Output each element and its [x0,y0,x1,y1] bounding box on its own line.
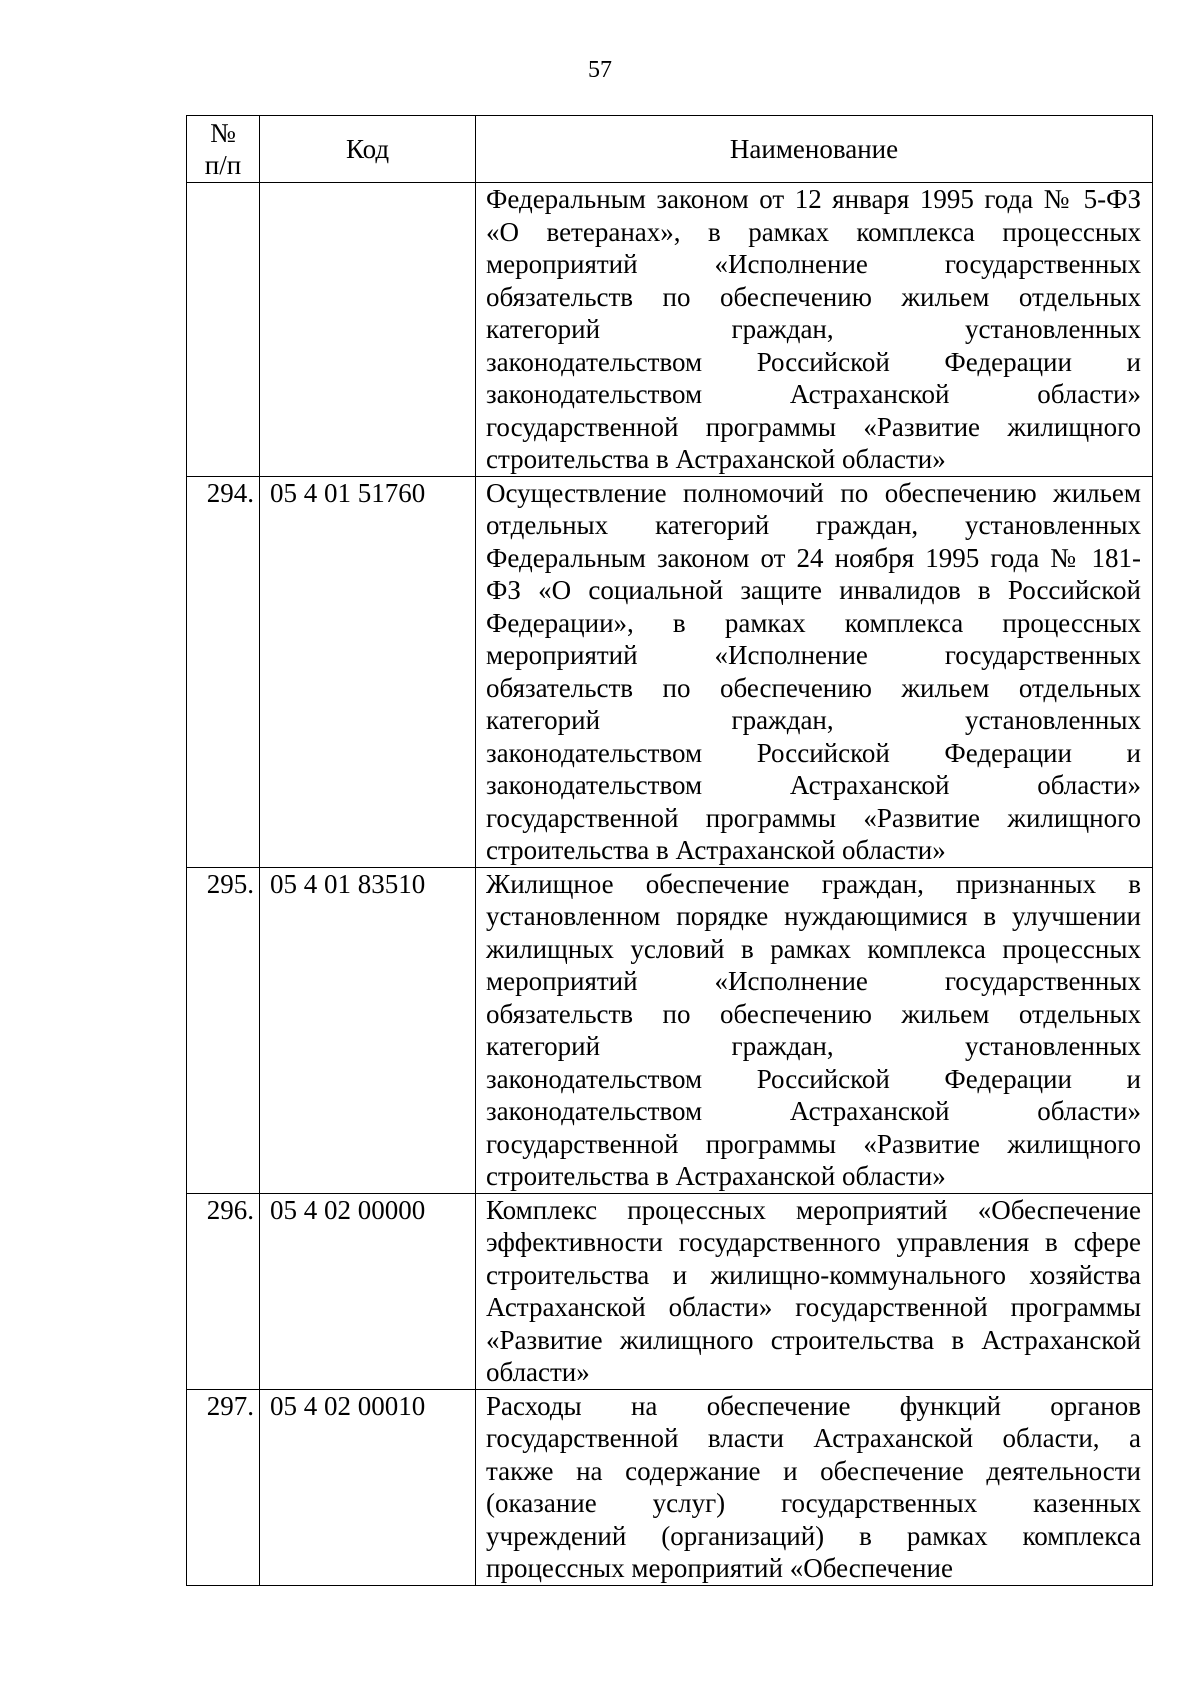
row-number: 294. [187,476,260,867]
row-name-line: ФЗ «О социальной защите инвалидов в Российской [486,575,1141,605]
row-name-line: строительства и жилищно-коммунального хозяйства [486,1259,1141,1290]
row-name [476,1193,1153,1389]
table-row [187,867,1153,1193]
row-name-line: «Развитие жилищного строительства в Астраханской [486,1324,1141,1355]
row-number [187,183,260,477]
classification-table [186,115,1153,1586]
header-number-sign: № [210,117,236,148]
row-name-line: строительства в Астраханской области» [486,835,946,865]
row-name [476,183,1153,477]
row-name-line: Федеральным законом от 24 ноября 1995 года № 181- [486,542,1141,573]
row-name-line: государственной власти Астраханской области, а [486,1423,1141,1453]
row-name-line: учреждений (организаций) в рамках комплекса [486,1520,1141,1551]
row-name-line: государственной программы «Развитие жилищного [486,411,1141,442]
row-name [476,867,1153,1193]
row-name-line: законодательством Российской Федерации и [486,1063,1141,1094]
row-code: 05 4 02 00010 [260,1389,476,1585]
row-name-line: государственной программы «Развитие жилищного [486,802,1141,833]
row-name-line: Федерации», в рамках комплекса процессных [486,607,1141,638]
row-name-line: обязательств по обеспечению жильем отдельных [486,998,1141,1029]
row-name-line: мероприятий «Исполнение государственных [486,966,1141,996]
row-name-line: эффективности государственного управления в сфере [486,1227,1141,1257]
row-name-line: категорий граждан, установленных [486,1031,1141,1061]
row-name-line: Астраханской области» государственной программы [486,1292,1141,1322]
row-name-line: обязательств по обеспечению жильем отдельных [486,672,1141,703]
row-name-line: области» [486,1357,590,1387]
row-name [476,476,1153,867]
row-code: 05 4 01 51760 [260,476,476,867]
row-name-line: Расходы на обеспечение функций органов [486,1390,1141,1421]
row-name-line: «О ветеранах», в рамках комплекса процессных [486,216,1141,247]
row-number: 295. [187,867,260,1193]
row-code [260,183,476,477]
row-name-line: категорий граждан, установленных [486,705,1141,735]
row-name-line: законодательством Астраханской области» [486,379,1141,409]
header-number-abbr: п/п [204,150,242,180]
row-code: 05 4 02 00000 [260,1193,476,1389]
row-name-line: Осуществление полномочий по обеспечению жильем [486,477,1141,508]
row-name-line: (оказание услуг) государственных казенных [486,1488,1141,1518]
row-name-line: также на содержание и обеспечение деятельности [486,1455,1141,1486]
row-name-line: мероприятий «Исполнение государственных [486,640,1141,670]
header-name: Наименование [476,116,1153,183]
header-number [187,116,260,183]
table-body [187,183,1153,1586]
header-code: Код [260,116,476,183]
row-name-line: законодательством Российской Федерации и [486,737,1141,768]
row-name-line: отдельных категорий граждан, установленных [486,510,1141,540]
row-code: 05 4 01 83510 [260,867,476,1193]
table-header-row [187,116,1153,183]
table-row [187,183,1153,477]
row-name-line: Комплекс процессных мероприятий «Обеспечение [486,1194,1141,1225]
table-row [187,476,1153,867]
row-name-line: законодательством Российской Федерации и [486,346,1141,377]
table-row [187,1193,1153,1389]
row-name-line: законодательством Астраханской области» [486,770,1141,800]
row-name [476,1389,1153,1585]
page-number: 57 [588,57,612,83]
row-name-line: строительства в Астраханской области» [486,1161,946,1191]
row-name-line: строительства в Астраханской области» [486,444,946,474]
row-name-line: мероприятий «Исполнение государственных [486,249,1141,279]
row-name-line: процессных мероприятий «Обеспечение [486,1553,953,1583]
row-name-line: жилищных условий в рамках комплекса процессных [486,933,1141,964]
row-name-line: категорий граждан, установленных [486,314,1141,344]
row-number: 296. [187,1193,260,1389]
row-number: 297. [187,1389,260,1585]
row-name-line: законодательством Астраханской области» [486,1096,1141,1126]
row-name-line: Федеральным законом от 12 января 1995 года № 5-ФЗ [486,184,1141,214]
table-row [187,1389,1153,1585]
row-name-line: государственной программы «Развитие жилищного [486,1128,1141,1159]
row-name-line: Жилищное обеспечение граждан, признанных в [486,868,1141,899]
row-name-line: установленном порядке нуждающимися в улучшении [486,901,1141,931]
row-name-line: обязательств по обеспечению жильем отдельных [486,281,1141,312]
